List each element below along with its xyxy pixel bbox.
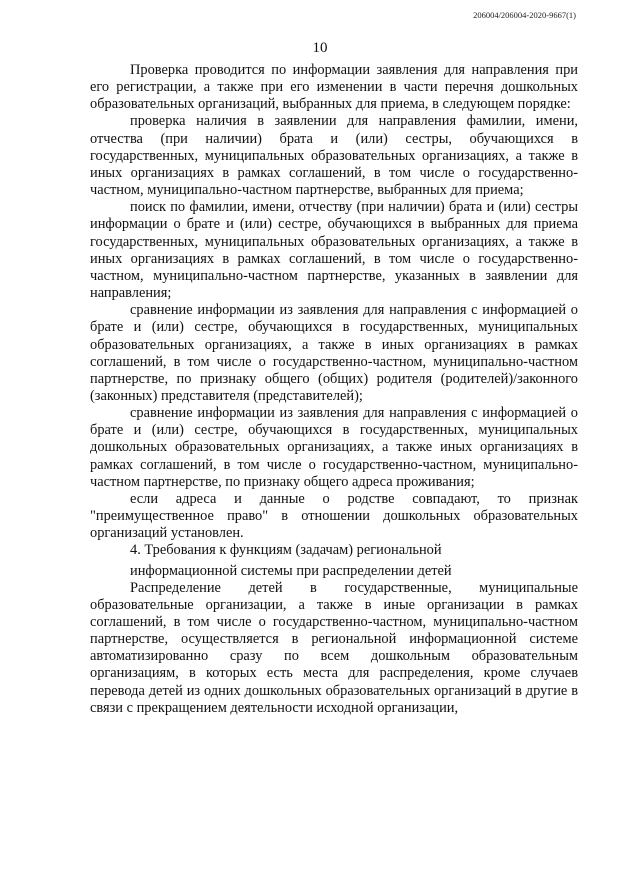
section-heading — [90, 542, 578, 579]
paragraph-distribution: Распределение детей в государственные, муниципальные образовательные организации, а также в иные организации в рамках соглашений, в том числе о государственно-частном, муниципально-частном партнерстве, осуществляется в региональной информационной системе автоматизированно сразу по всем дошкольным образовательным организациям, в которых есть места для распределения, кроме случаев перевода детей из одних дошкольных образовательных организаций в другие в связи с прекращением деятельности исходной организации, — [90, 579, 578, 716]
section-heading-line-1: 4. Требования к функциям (задачам) региональной — [130, 542, 442, 559]
paragraph-priority-right-set: если адреса и данные о родстве совпадают, то признак "преимущественное право" в отношении дошкольных образовательных организаций установлен. — [90, 490, 578, 542]
paragraph-check-sibling-names: проверка наличия в заявлении для направления фамилии, имени, отчества (при наличии) брата и (или) сестры, обучающихся в государственных, муниципальных образовательных организациях, а также в иных организациях в рамках соглашений, в том числе о государственно-частном, муниципально-частном партнерстве, выбранных для приема; — [90, 113, 578, 199]
section-heading-line-2: информационной системы при распределении детей — [130, 562, 452, 579]
document-body — [90, 62, 578, 717]
document-registration-number: 206004/206004-2020-9667(1) — [473, 10, 576, 20]
paragraph-search-sibling-info: поиск по фамилии, имени, отчеству (при наличии) брата и (или) сестры информации о брате и (или) сестре, обучающихся в выбранных для приема государственных, муниципальных образовательных организациях, а также в иных организациях в рамках соглашений, в том числе о государственно-частном, муниципально-частном партнерстве, указанных в заявлении для направления; — [90, 199, 578, 302]
page-number: 10 — [312, 40, 328, 56]
paragraph-compare-by-parents: сравнение информации из заявления для направления с информацией о брате и (или) сестре, обучающихся в государственных, муниципальных образовательных организациях, а также в иных организациях в рамках соглашений, в том числе о государственно-частном, муниципально-частном партнерстве, по признаку общего (общих) родителя (родителей)/законного (законных) представителя (представителей); — [90, 302, 578, 404]
paragraph-compare-by-address: сравнение информации из заявления для направления с информацией о брате и (или) сестре, обучающихся в государственных, муниципальных дошкольных образовательных организациях, а также иных организациях в рамках соглашений, в том числе о государственно-частном, муниципально-частном партнерстве, по признаку общего адреса проживания; — [90, 405, 578, 490]
paragraph-verification-intro: Проверка проводится по информации заявления для направления при его регистрации, а также при его изменении в части перечня дошкольных образовательных организаций, выбранных для приема, в следующем порядке: — [90, 62, 578, 113]
